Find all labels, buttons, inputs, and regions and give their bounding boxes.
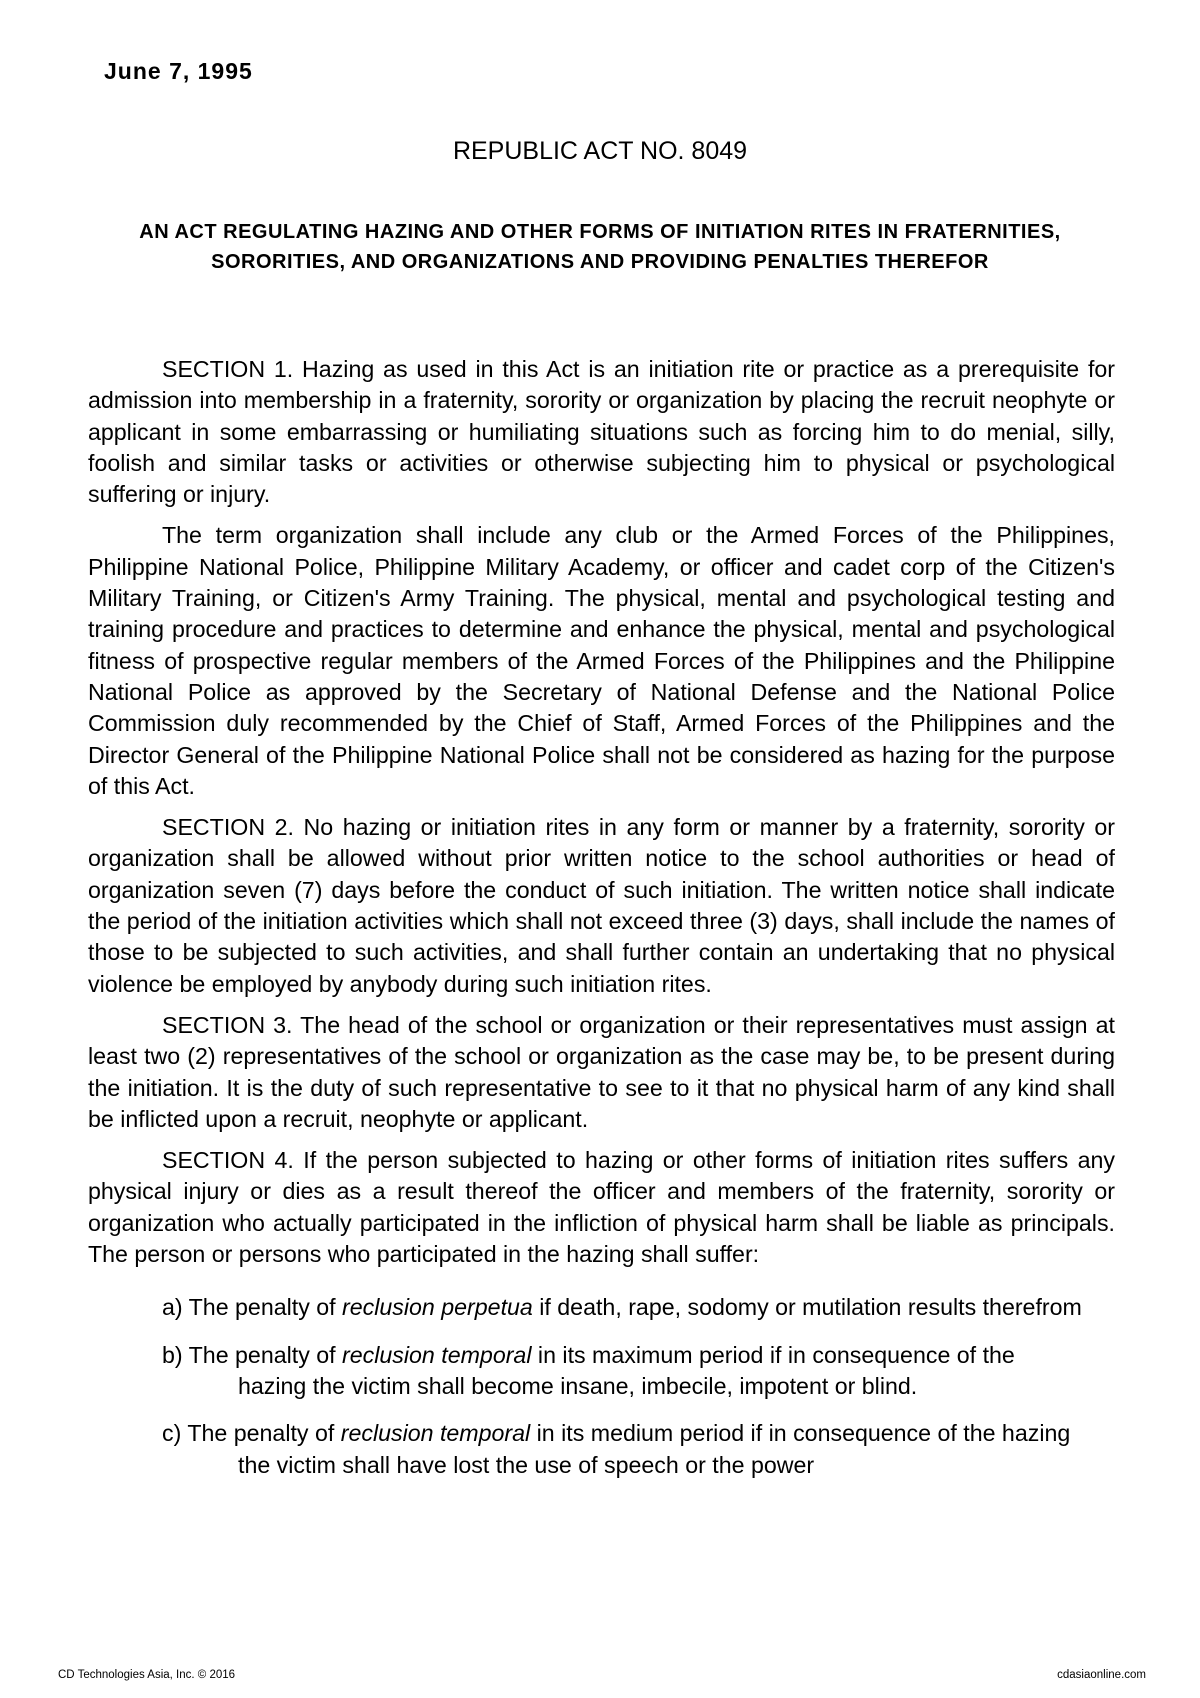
penalty-condition: in its maximum period if in consequence of the hazing the victim shall become insane, imbecile, impotent or blind. xyxy=(238,1341,1015,1399)
penalty-item-c xyxy=(162,1418,1088,1481)
organization-definition-paragraph: The term organization shall include any club or the Armed Forces of the Philippines, Philippine National Police, Philippine Military Academy, or officer and cadet corp of the Citizen's Military Training, or Citizen's Army Training. The physical, mental and psychological testing and training procedure and practices to determine and enhance the physical, mental and psychological fitness of prospective regular members of the Armed Forces of the Philippines and the Philippine National Police as approved by the Secretary of National Defense and the National Police Commission duly recommended by the Chief of Staff, Armed Forces of the Philippines and the Director General of the Philippine National Police shall not be considered as hazing for the purpose of this Act. xyxy=(88,522,1115,799)
penalty-list xyxy=(88,1292,1115,1480)
penalty-term: reclusion perpetua xyxy=(342,1294,533,1321)
act-number: REPUBLIC ACT NO. 8049 xyxy=(452,137,748,165)
penalty-prefix: a) The penalty of xyxy=(162,1294,343,1321)
section-2-paragraph: SECTION 2. No hazing or initiation rites in any form or manner by a fraternity, sorority or organization shall be allowed without prior written notice to the school authorities or head of organization seven (7) days before the conduct of such initiation. The written notice shall indicate the period of the initiation activities which shall not exceed three (3) days, shall include the names of those to be subjected to such activities, and shall further contain an undertaking that no physical violence be employed by anybody during such initiation rites. xyxy=(88,814,1115,997)
penalty-prefix: c) The penalty of xyxy=(162,1420,341,1447)
section-4-paragraph: SECTION 4. If the person subjected to hazing or other forms of initiation rites suffers any physical injury or dies as a result thereof the officer and members of the fraternity, sorority or organization who actually participated in the infliction of physical harm shall be liable as principals. The person or persons who participated in the hazing shall suffer: xyxy=(88,1147,1115,1268)
penalty-condition: in its medium period if in consequence of the hazing the victim shall have lost the use of speech or the power xyxy=(238,1420,1071,1478)
act-title: AN ACT REGULATING HAZING AND OTHER FORMS OF INITIATION RITES IN FRATERNITIES, SORORITIES, AND ORGANIZATIONS AND PROVIDING PENALTIES THEREFOR xyxy=(139,221,1061,273)
penalty-term: reclusion temporal xyxy=(340,1420,531,1447)
penalty-item-a xyxy=(162,1292,1088,1323)
footer-copyright: CD Technologies Asia, Inc. © 2016 xyxy=(58,1669,236,1681)
section-3-paragraph: SECTION 3. The head of the school or organization or their representatives must assign at least two (2) representatives of the school or organization as the case may be, to be present during the initiation. It is the duty of such representative to see to it that no physical harm of any kind shall be inflicted upon a recruit, neophyte or applicant. xyxy=(88,1011,1115,1132)
penalty-item-b xyxy=(162,1340,1088,1403)
penalty-condition: if death, rape, sodomy or mutilation results therefrom xyxy=(532,1294,1082,1321)
footer-site-link[interactable]: cdasiaonline.com xyxy=(1057,1669,1146,1681)
document-date: June 7, 1995 xyxy=(104,58,253,84)
section-1-paragraph: SECTION 1. Hazing as used in this Act is an initiation rite or practice as a prerequisite for admission into membership in a fraternity, sorority or organization by placing the recruit neophyte or applicant in some embarrassing or humiliating situations such as forcing him to do menial, silly, foolish and similar tasks or activities or otherwise subjecting him to physical or psychological suffering or injury. xyxy=(88,356,1115,508)
penalty-prefix: b) The penalty of xyxy=(162,1341,343,1368)
document-body xyxy=(88,354,1115,1497)
penalty-term: reclusion temporal xyxy=(342,1341,532,1368)
